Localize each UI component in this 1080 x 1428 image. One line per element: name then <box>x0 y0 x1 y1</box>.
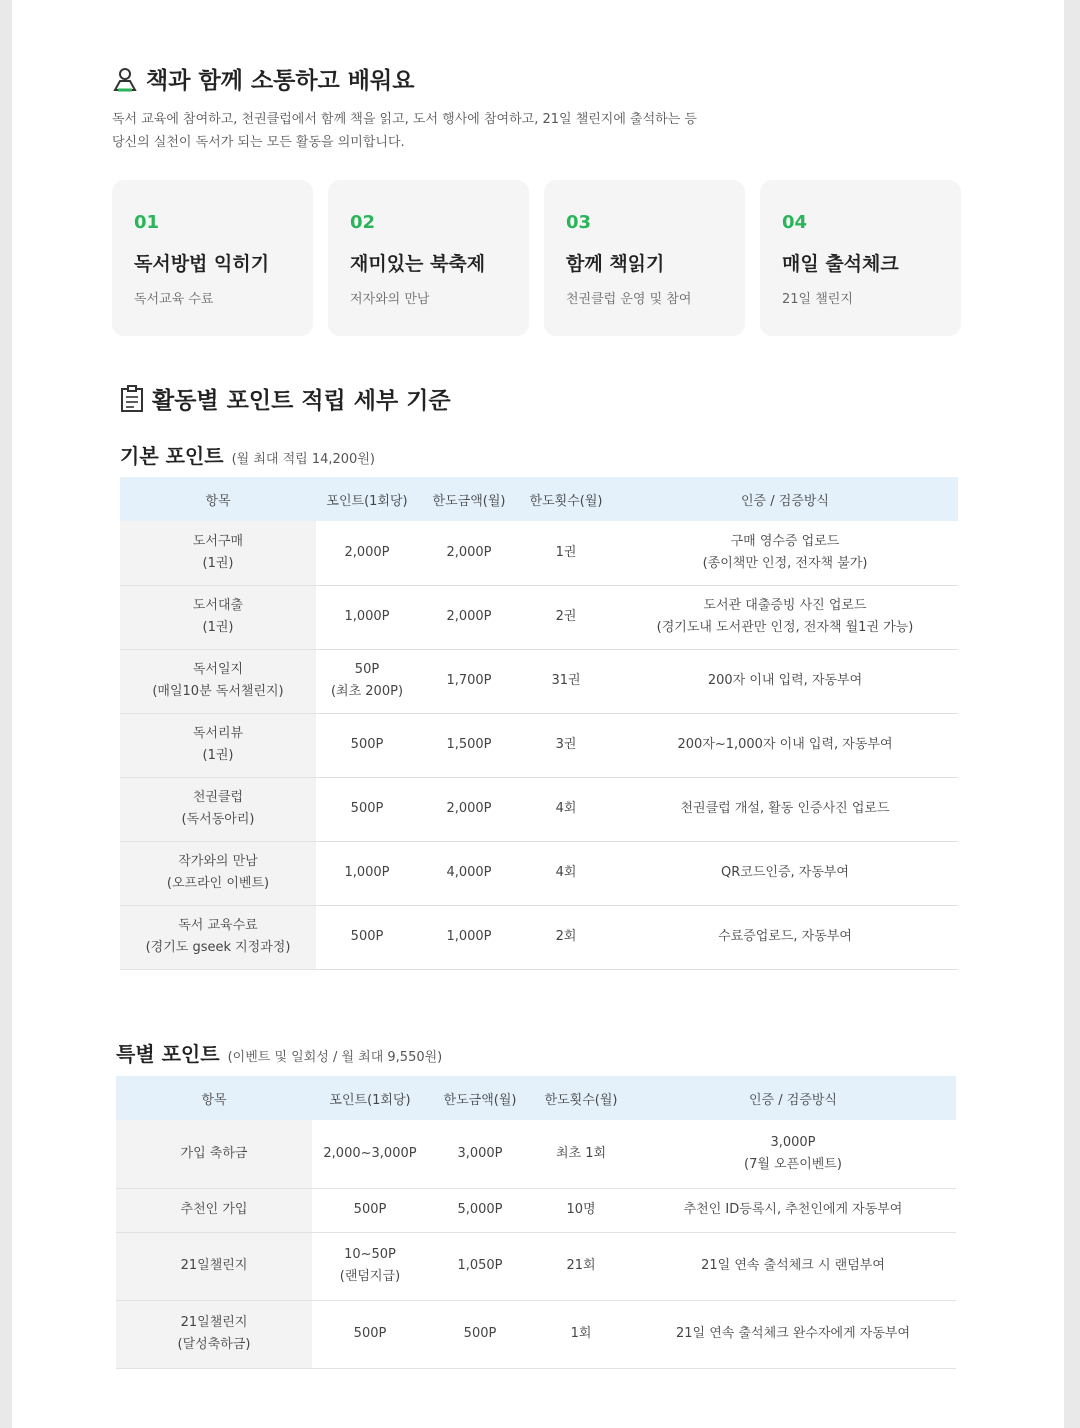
table-cell <box>612 905 958 969</box>
activity-card-2 <box>328 180 529 336</box>
table-cell <box>316 585 418 649</box>
column-header: 포인트(1회당) <box>312 1076 428 1120</box>
table-cell <box>120 777 316 841</box>
cell-text: 2,000P <box>446 544 492 560</box>
cell-text: 200자~1,000자 이내 입력, 자동부여 <box>677 737 893 752</box>
cell-text: 도서관 대출증빙 사진 업로드 <box>703 598 867 613</box>
cell-text: 수료증업로드, 자동부여 <box>718 929 852 944</box>
card-title: 함께 책읽기 <box>566 253 665 275</box>
table-cell <box>520 713 612 777</box>
card-number: 03 <box>566 212 592 233</box>
table-cell <box>520 521 612 585</box>
table-cell <box>612 841 958 905</box>
cell-text: 가입 축하금 <box>180 1145 248 1161</box>
table-cell <box>520 649 612 713</box>
cell-text: 21일 연속 출석체크 시 랜덤부여 <box>701 1258 885 1273</box>
cell-text: 10명 <box>566 1202 596 1217</box>
cell-text: (랜덤지급) <box>339 1269 401 1284</box>
column-header: 항목 <box>116 1076 312 1120</box>
table-cell <box>612 777 958 841</box>
cell-text: 3권 <box>555 737 577 752</box>
cell-text: 3,000P <box>457 1145 503 1161</box>
cell-text: 200자 이내 입력, 자동부여 <box>707 673 863 688</box>
cell-text: 천권클럽 개설, 활동 인증사진 업로드 <box>680 801 890 816</box>
cell-text: 21일챌린지 <box>180 1315 248 1330</box>
table-cell <box>630 1120 956 1188</box>
card-title: 독서방법 익히기 <box>134 253 270 275</box>
cell-text: 추천인 가입 <box>180 1202 248 1217</box>
cell-text: 10~50P <box>344 1247 396 1262</box>
table-cell <box>630 1188 956 1232</box>
basic-points-title: 기본 포인트 <box>120 444 224 468</box>
table-cell <box>120 713 316 777</box>
cell-text: 500P <box>353 1326 387 1341</box>
cell-text: 1회 <box>570 1326 592 1341</box>
intro-line: 독서 교육에 참여하고, 천권클럽에서 함께 책을 읽고, 도서 행사에 참여하고, 21일 챌린지에 출석하는 등 <box>112 112 697 127</box>
cell-text: 2,000P <box>446 801 492 816</box>
cell-text: 독서일지 <box>192 662 244 677</box>
card-subtitle: 천권클럽 운영 및 참여 <box>566 292 692 307</box>
cell-text: (최초 200P) <box>330 684 404 699</box>
cell-text: 1,000P <box>344 865 390 880</box>
table-row <box>120 649 958 713</box>
cell-text: 21일챌린지 <box>180 1258 248 1273</box>
table-cell <box>612 713 958 777</box>
table-row <box>120 713 958 777</box>
table-cell <box>418 841 520 905</box>
card-subtitle: 21일 챌린지 <box>782 292 853 307</box>
column-header: 한도횟수(월) <box>520 477 612 521</box>
card-number: 04 <box>782 212 808 233</box>
special-points-title: 특별 포인트 <box>116 1042 220 1066</box>
cell-text: 500P <box>350 737 384 752</box>
cell-text: 50P <box>354 662 380 677</box>
cell-text: 21회 <box>566 1258 596 1273</box>
cell-text: 5,000P <box>457 1202 503 1217</box>
table-cell <box>612 585 958 649</box>
table-cell <box>630 1300 956 1368</box>
table-cell <box>418 649 520 713</box>
table-cell <box>418 585 520 649</box>
table-row <box>116 1120 956 1188</box>
basic-points-heading <box>120 440 375 469</box>
cell-text: 도서대출 <box>192 598 244 613</box>
cell-text: (오프라인 이벤트) <box>166 876 270 891</box>
cell-text: 21일 연속 출석체크 완수자에게 자동부여 <box>676 1326 910 1341</box>
basic-points-body <box>120 521 958 969</box>
table-cell <box>116 1188 312 1232</box>
table-cell <box>316 521 418 585</box>
cell-text: QR코드인증, 자동부여 <box>721 865 849 880</box>
basic-points-note: (월 최대 적립 14,200원) <box>231 452 375 467</box>
activity-card-3 <box>544 180 745 336</box>
table-cell <box>612 521 958 585</box>
cell-text: (매일10분 독서챌린지) <box>152 684 284 699</box>
cell-text: (달성축하금) <box>177 1337 251 1352</box>
table-cell <box>612 649 958 713</box>
cell-text: 3,000P <box>770 1134 816 1150</box>
cell-text: 4,000P <box>446 865 492 880</box>
table-row <box>120 521 958 585</box>
card-title: 재미있는 북축제 <box>350 253 486 275</box>
card-subtitle: 독서교육 수료 <box>134 292 214 307</box>
cell-text: 도서구매 <box>192 533 244 549</box>
table-cell <box>532 1232 630 1300</box>
special-points-heading <box>116 1038 442 1067</box>
cell-text: (1권) <box>202 555 234 571</box>
page <box>12 0 1064 1428</box>
cell-text: 500P <box>350 929 384 944</box>
table-row <box>120 841 958 905</box>
cell-text: 4회 <box>555 801 577 816</box>
table-cell <box>428 1188 532 1232</box>
special-points-table <box>116 1076 956 1369</box>
clipboard-icon <box>120 385 144 413</box>
cell-text: (7월 오픈이벤트) <box>744 1156 842 1172</box>
cell-text: 1,000P <box>446 929 492 944</box>
card-title: 매일 출석체크 <box>782 253 899 275</box>
cell-text: 구매 영수증 업로드 <box>730 533 840 549</box>
special-points-body <box>116 1120 956 1368</box>
cell-text: 2회 <box>555 929 577 944</box>
special-points-note: (이벤트 및 일회성 / 월 최대 9,550원) <box>227 1050 443 1065</box>
table-cell <box>120 841 316 905</box>
cell-text: 2권 <box>555 609 577 624</box>
cell-text: 작가와의 만남 <box>178 854 258 869</box>
table-cell <box>418 713 520 777</box>
table-header-row <box>116 1076 956 1120</box>
column-header: 포인트(1회당) <box>316 477 418 521</box>
table-cell <box>520 777 612 841</box>
table-cell <box>520 585 612 649</box>
table-cell <box>532 1120 630 1188</box>
cell-text: 1,700P <box>446 673 492 688</box>
table-cell <box>418 777 520 841</box>
table-cell <box>316 649 418 713</box>
table-cell <box>316 905 418 969</box>
column-header: 인증 / 검증방식 <box>612 477 958 521</box>
table-cell <box>316 713 418 777</box>
cell-text: (1권) <box>202 620 234 635</box>
cell-text: 500P <box>463 1326 497 1341</box>
table-row <box>116 1300 956 1368</box>
section1-intro <box>112 108 812 154</box>
cell-text: 500P <box>350 801 384 816</box>
section2-heading <box>120 382 451 415</box>
table-header-row <box>120 477 958 521</box>
column-header: 인증 / 검증방식 <box>630 1076 956 1120</box>
table-cell <box>520 905 612 969</box>
cell-text: (1권) <box>202 748 234 763</box>
cell-text: 1권 <box>555 544 577 560</box>
table-cell <box>120 649 316 713</box>
card-number: 02 <box>350 212 376 233</box>
cell-text: 500P <box>353 1202 387 1217</box>
basic-points-table <box>120 477 958 970</box>
cell-text: 2,000P <box>344 544 390 560</box>
table-cell <box>428 1232 532 1300</box>
cell-text: (종이책만 인정, 전자책 불가) <box>702 555 868 571</box>
activity-card-1 <box>112 180 313 336</box>
table-cell <box>116 1120 312 1188</box>
table-cell <box>520 841 612 905</box>
section1-title: 책과 함께 소통하고 배워요 <box>146 68 415 94</box>
cell-text: 독서리뷰 <box>192 726 244 741</box>
cell-text: 1,050P <box>457 1258 503 1273</box>
table-cell <box>116 1300 312 1368</box>
table-cell <box>116 1232 312 1300</box>
table-cell <box>120 521 316 585</box>
cell-text: 독서 교육수료 <box>178 918 258 933</box>
table-row <box>120 905 958 969</box>
table-cell <box>312 1188 428 1232</box>
card-number: 01 <box>134 212 160 233</box>
cell-text: 31권 <box>551 673 581 688</box>
activity-card-4 <box>760 180 961 336</box>
table-row <box>120 777 958 841</box>
cell-text: (경기도 gseek 지정과정) <box>145 940 291 955</box>
column-header: 한도금액(월) <box>418 477 520 521</box>
section2-title: 활동별 포인트 적립 세부 기준 <box>152 388 451 414</box>
table-cell <box>418 521 520 585</box>
reader-icon <box>112 66 138 92</box>
table-cell <box>312 1120 428 1188</box>
table-cell <box>120 585 316 649</box>
table-cell <box>312 1300 428 1368</box>
cell-text: 1,500P <box>446 737 492 752</box>
table-row <box>116 1232 956 1300</box>
cell-text: 추천인 ID등록시, 추천인에게 자동부여 <box>683 1202 903 1217</box>
table-cell <box>316 841 418 905</box>
table-cell <box>532 1300 630 1368</box>
cell-text: (독서동아리) <box>181 812 255 827</box>
table-cell <box>428 1120 532 1188</box>
table-cell <box>428 1300 532 1368</box>
cell-text: 2,000~3,000P <box>323 1145 417 1161</box>
table-cell <box>316 777 418 841</box>
activity-cards <box>112 180 961 336</box>
table-cell <box>532 1188 630 1232</box>
table-row <box>116 1188 956 1232</box>
cell-text: (경기도내 도서관만 인정, 전자책 월1권 가능) <box>656 620 914 635</box>
table-cell <box>418 905 520 969</box>
cell-text: 4회 <box>555 865 577 880</box>
table-cell <box>630 1232 956 1300</box>
cell-text: 1,000P <box>344 609 390 624</box>
column-header: 한도횟수(월) <box>532 1076 630 1120</box>
table-cell <box>312 1232 428 1300</box>
column-header: 한도금액(월) <box>428 1076 532 1120</box>
cell-text: 천권클럽 <box>192 790 244 805</box>
table-cell <box>120 905 316 969</box>
cell-text: 2,000P <box>446 609 492 624</box>
cell-text: 최초 1회 <box>555 1145 607 1161</box>
intro-line: 당신의 실천이 독서가 되는 모든 활동을 의미합니다. <box>112 135 405 150</box>
column-header: 항목 <box>120 477 316 521</box>
section1-heading <box>112 62 414 95</box>
card-subtitle: 저자와의 만남 <box>350 292 430 307</box>
table-row <box>120 585 958 649</box>
